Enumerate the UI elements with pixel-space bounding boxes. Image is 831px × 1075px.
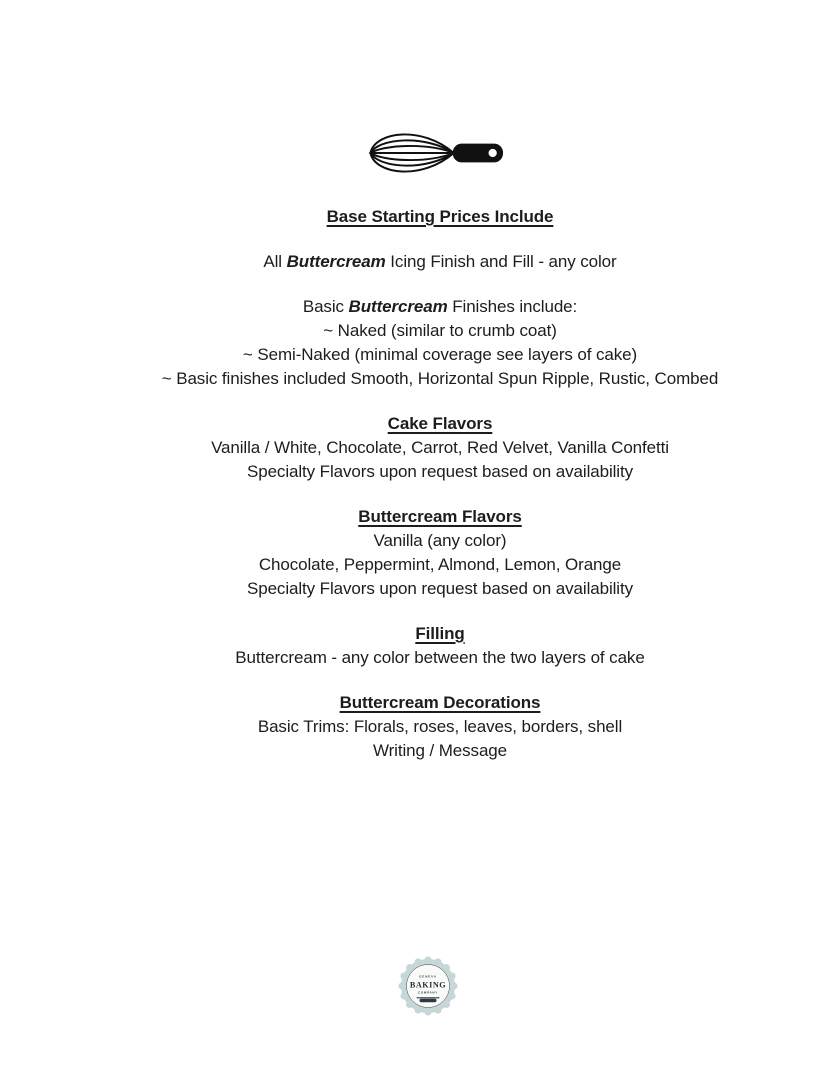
logo-name-text: BAKING <box>409 980 447 990</box>
text-line <box>49 646 831 670</box>
text-line <box>49 739 831 763</box>
text-line <box>49 367 831 391</box>
section-heading: Buttercream Decorations <box>339 693 541 712</box>
plain-text: ~ Basic finishes included Smooth, Horizontal Spun Ripple, Rustic, Combed <box>161 369 719 388</box>
plain-text: Basic <box>302 297 349 316</box>
section-heading: Buttercream Flavors <box>358 507 522 526</box>
text-line <box>49 436 831 460</box>
logo-top-text: GENEVA <box>419 974 437 979</box>
plain-text: ~ Semi-Naked (minimal coverage see layers of cake) <box>242 345 638 364</box>
bakery-logo <box>398 956 458 1016</box>
logo-bottom-text: COMPANY <box>417 990 439 995</box>
menu-group <box>49 250 831 274</box>
menu-group <box>49 622 831 670</box>
text-line <box>49 577 831 601</box>
menu-group <box>49 295 831 391</box>
plain-text: Basic Trims: Florals, roses, leaves, borders, shell <box>257 717 623 736</box>
menu-group <box>49 412 831 484</box>
section-heading: Cake Flavors <box>387 414 493 433</box>
text-line <box>49 715 831 739</box>
text-line <box>49 319 831 343</box>
rolling-pin-icon <box>417 997 440 1002</box>
emphasized-text: Buttercream <box>348 297 448 316</box>
text-line <box>49 553 831 577</box>
menu-group <box>49 505 831 601</box>
plain-text: Specialty Flavors upon request based on availability <box>246 462 634 481</box>
plain-text: Chocolate, Peppermint, Almond, Lemon, Orange <box>258 555 622 574</box>
menu-group <box>49 205 831 229</box>
text-line <box>49 295 831 319</box>
plain-text: Buttercream - any color between the two layers of cake <box>235 648 645 667</box>
plain-text: Vanilla / White, Chocolate, Carrot, Red Velvet, Vanilla Confetti <box>211 438 669 457</box>
text-line <box>49 460 831 484</box>
plain-text: Finishes include: <box>447 297 578 316</box>
text-line <box>49 343 831 367</box>
plain-text: Icing Finish and Fill - any color <box>385 252 617 271</box>
plain-text: Writing / Message <box>372 741 508 760</box>
whisk-icon <box>367 129 505 177</box>
plain-text: Vanilla (any color) <box>373 531 507 550</box>
plain-text: Specialty Flavors upon request based on availability <box>246 579 634 598</box>
plain-text: All <box>263 252 287 271</box>
plain-text: ~ Naked (similar to crumb coat) <box>323 321 557 340</box>
emphasized-text: Buttercream <box>286 252 386 271</box>
menu-sections <box>0 205 831 784</box>
section-heading: Base Starting Prices Include <box>326 207 554 226</box>
menu-group <box>49 691 831 763</box>
section-heading: Filling <box>415 624 465 643</box>
text-line <box>49 250 831 274</box>
text-line <box>49 529 831 553</box>
